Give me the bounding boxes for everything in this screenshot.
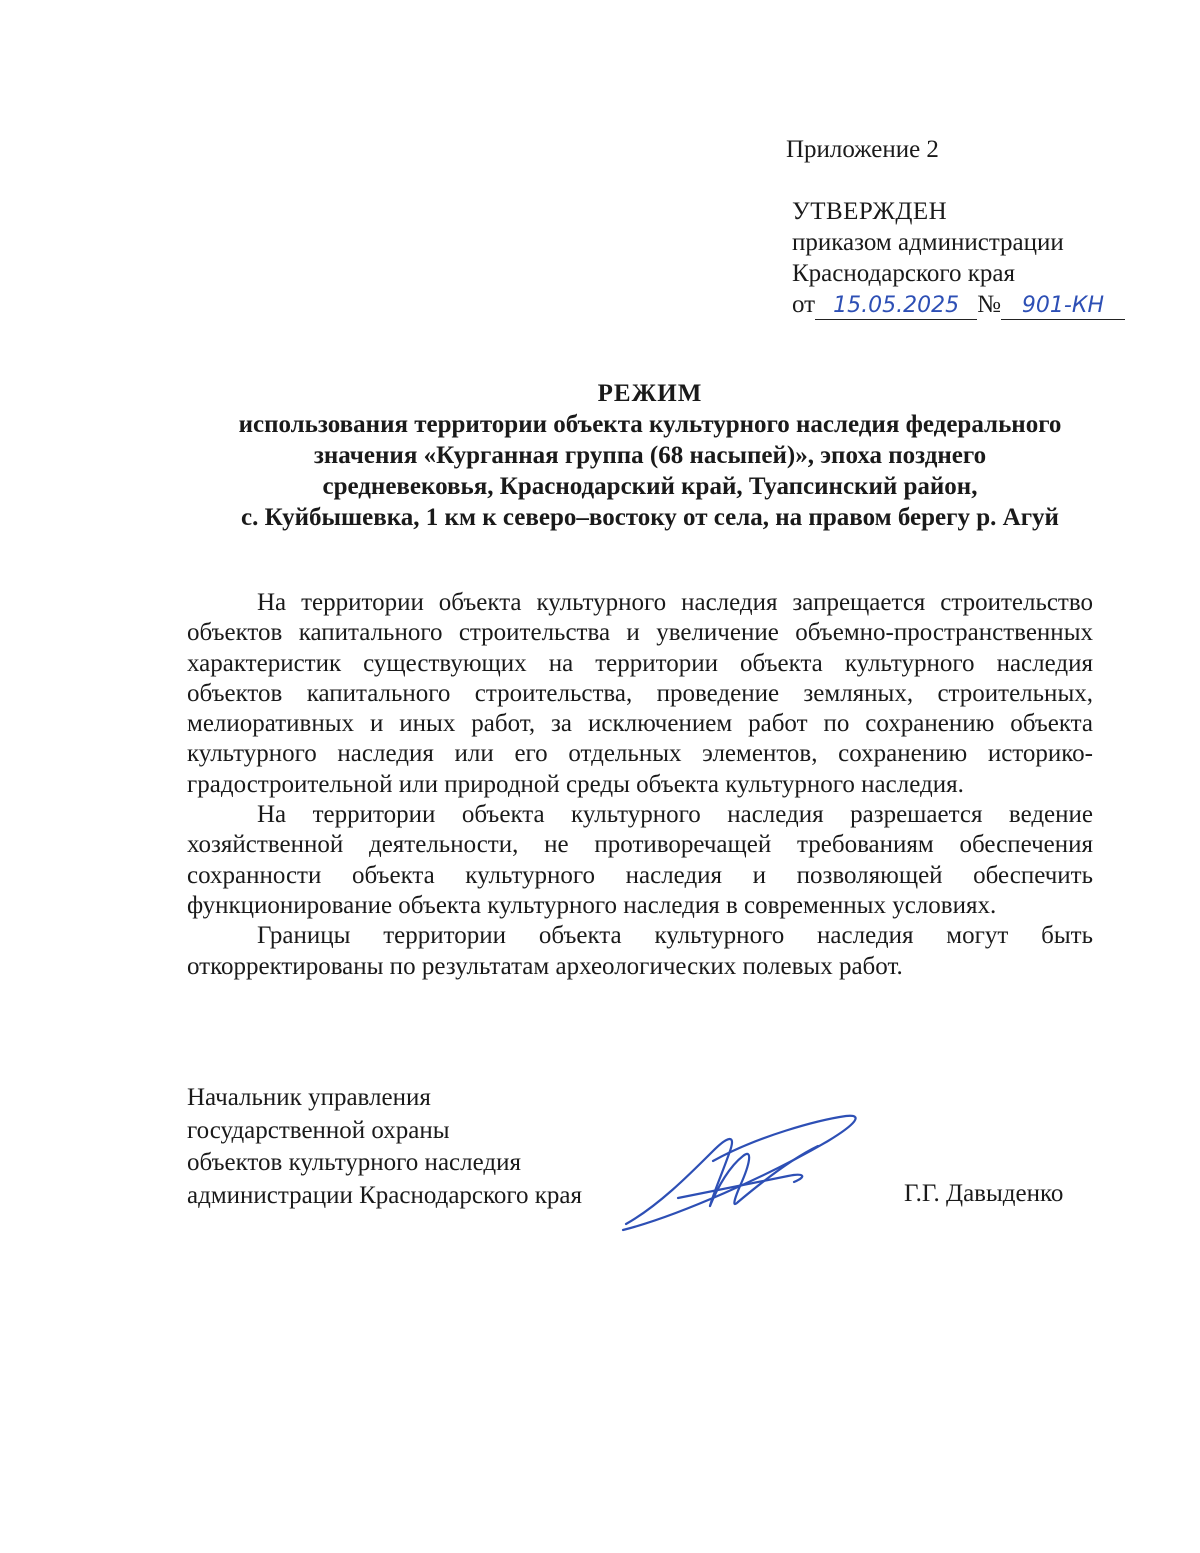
order-date: 15.05.2025 bbox=[815, 293, 977, 320]
order-reference bbox=[792, 289, 1125, 320]
title-line-2: значения «Курганная группа (68 насыпей)», эпоха позднего bbox=[313, 442, 987, 469]
paragraph-prohibition: На территории объекта культурного наследия запрещается строительство объектов капитального строительства и увеличение объемно-пространственных характеристик существующих на территории объекта культурного наследия объектов капитального строительства, проведение земляных, строительных, мелиоративных и иных работ, за исключением работ по сохранению объекта культурного наследия или его отдельных элементов, сохранению историко-градостроительной или природной среды объекта культурного наследия. bbox=[187, 589, 1093, 798]
approved-label: УТВЕРЖДЕН bbox=[792, 198, 948, 225]
order-number: 901-КН bbox=[1001, 293, 1125, 320]
title-line-3: средневековья, Краснодарский край, Туапсинский район, bbox=[322, 473, 978, 500]
title-line-1: использования территории объекта культурного наследия федерального bbox=[238, 411, 1062, 438]
signer-position-line-4: администрации Краснодарского края bbox=[187, 1181, 583, 1209]
approved-by-line-2: Краснодарского края bbox=[792, 260, 1015, 287]
document-body bbox=[187, 588, 1093, 982]
title-line-4: с. Куйбышевка, 1 км к северо–востоку от села, на правом берегу р. Агуй bbox=[241, 504, 1059, 531]
approval-block bbox=[792, 196, 1125, 320]
document-title bbox=[150, 378, 1150, 533]
signer-position-line-3: объектов культурного наследия bbox=[187, 1149, 521, 1176]
signer-position-line-1: Начальник управления bbox=[187, 1084, 431, 1111]
order-number-label: № bbox=[977, 291, 1001, 318]
order-from-label: от bbox=[792, 291, 816, 318]
handwritten-signature bbox=[618, 1106, 868, 1236]
signer-position-line-2: государственной охраны bbox=[187, 1116, 450, 1144]
signer-name: Г.Г. Давыденко bbox=[904, 1180, 1064, 1207]
title-heading: РЕЖИМ bbox=[597, 380, 703, 407]
approved-by-line-1: приказом администрации bbox=[792, 229, 1064, 256]
paragraph-boundaries: Границы территории объекта культурного наследия могут быть откорректированы по результатам археологических полевых работ. bbox=[187, 922, 1093, 980]
signer-position bbox=[187, 1082, 582, 1212]
paragraph-permission: На территории объекта культурного наследия разрешается ведение хозяйственной деятельности, не противоречащей требованиям обеспечения сохранности объекта культурного наследия и позволяющей обеспечить функционирование объекта культурного наследия в современных условиях. bbox=[187, 801, 1093, 919]
appendix-label: Приложение 2 bbox=[786, 136, 939, 163]
